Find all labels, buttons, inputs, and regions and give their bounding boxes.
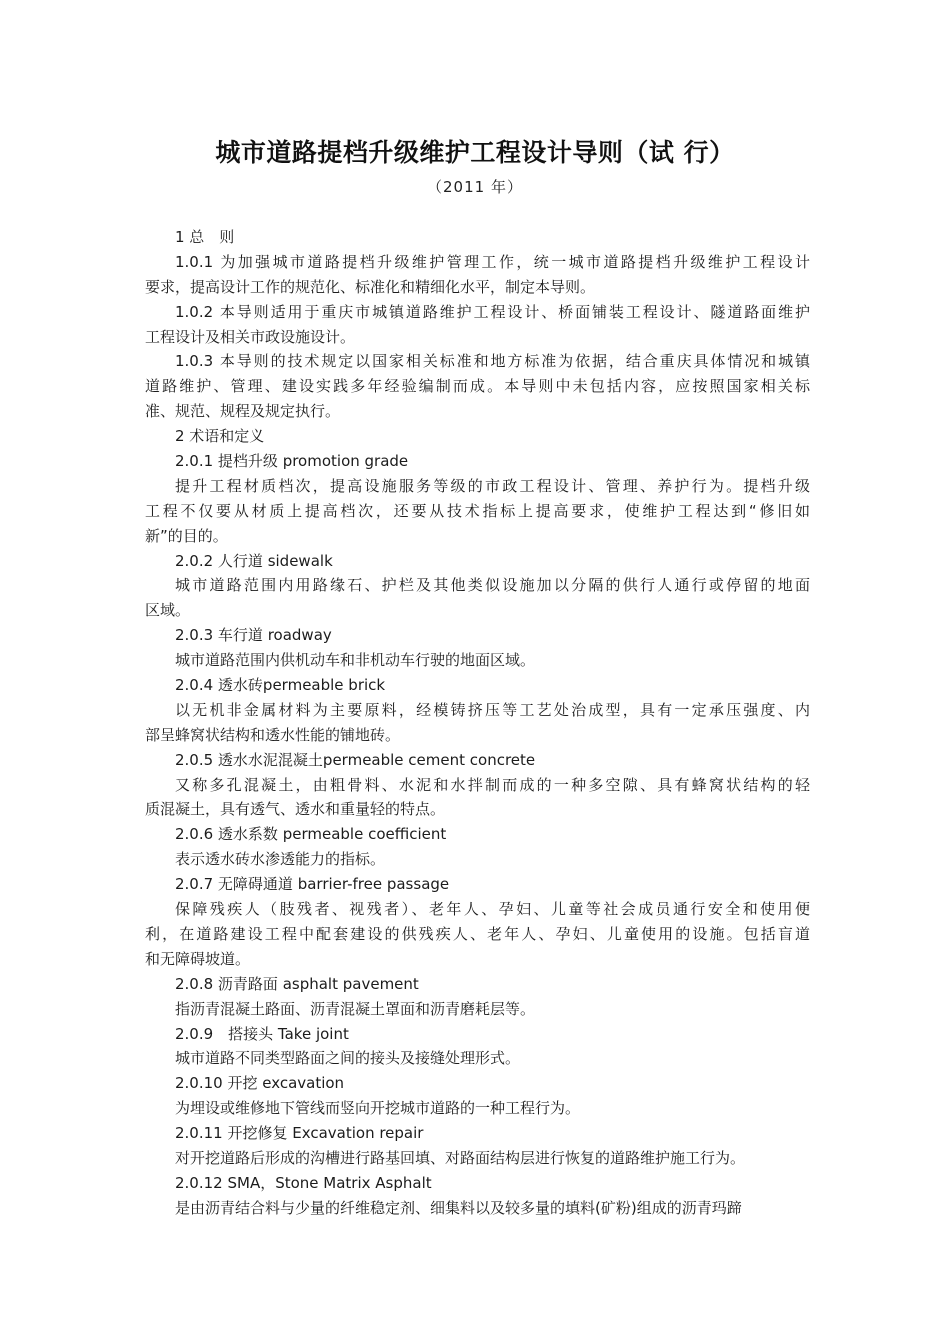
section-heading: 2 术语和定义 [175, 427, 265, 446]
clause-line: 要求，提高设计工作的规范化、标准化和精细化水平，制定本导则。 [145, 277, 596, 296]
document-title: 城市道路提档升级维护工程设计导则（试 行） [215, 138, 735, 167]
definition-line: 又称多孔混凝土，由粗骨料、水泥和水拌制而成的一种多空隙、具有蜂窝状结构的轻 [175, 775, 810, 794]
term-heading: 2.0.7 无障碍通道 barrier-free passage [175, 875, 450, 894]
term-heading: 2.0.9 搭接头 Take joint [175, 1024, 349, 1043]
definition-line: 利，在道路建设工程中配套建设的供残疾人、老年人、孕妇、儿童使用的设施。包括盲道 [145, 924, 810, 943]
definition-line: 城市道路不同类型路面之间的接头及接缝处理形式。 [175, 1049, 521, 1068]
term-heading: 2.0.8 沥青路面 asphalt pavement [175, 974, 419, 993]
term-heading: 2.0.10 开挖 excavation [175, 1074, 345, 1093]
clause-line: 道路维护、管理、建设实践多年经验编制而成。本导则中未包括内容，应按照国家相关标 [145, 377, 810, 396]
definition-line: 保障残疾人（肢残者、视残者）、老年人、孕妇、儿童等社会成员通行安全和使用便 [175, 900, 810, 919]
definition-line: 和无障碍坡道。 [145, 949, 251, 968]
term-heading: 2.0.3 车行道 roadway [175, 626, 332, 645]
definition-line: 区域。 [145, 601, 191, 620]
definition-line: 工程不仅要从材质上提高档次，还要从技术指标上提高要求，使维护工程达到“修旧如 [145, 501, 810, 520]
definition-line: 指沥青混凝土路面、沥青混凝土罩面和沥青磨耗层等。 [175, 999, 536, 1018]
definition-line: 城市道路范围内用路缘石、护栏及其他类似设施加以分隔的供行人通行或停留的地面 [175, 576, 810, 595]
term-heading: 2.0.4 透水砖permeable brick [175, 676, 386, 695]
term-heading: 2.0.1 提档升级 promotion grade [175, 452, 409, 471]
term-heading: 2.0.6 透水系数 permeable coefficient [175, 825, 447, 844]
document-year: （2011 年） [427, 178, 523, 196]
definition-line: 质混凝土，具有透气、透水和重量轻的特点。 [145, 800, 446, 819]
term-heading: 2.0.5 透水水泥混凝土permeable cement concrete [175, 750, 536, 769]
definition-line: 为埋设或维修地下管线而竖向开挖城市道路的一种工程行为。 [175, 1099, 581, 1118]
definition-line: 以无机非金属材料为主要原料，经模铸挤压等工艺处治成型，具有一定承压强度、内 [175, 700, 810, 719]
section-heading: 1 总 则 [175, 228, 235, 246]
definition-line: 部呈蜂窝状结构和透水性能的铺地砖。 [145, 725, 401, 744]
term-heading: 2.0.11 开挖修复 Excavation repair [175, 1124, 424, 1143]
clause-line: 准、规范、规程及规定执行。 [145, 402, 341, 421]
term-heading: 2.0.2 人行道 sidewalk [175, 551, 333, 570]
definition-line: 新”的目的。 [145, 526, 228, 545]
clause-line: 1.0.2 本导则适用于重庆市城镇道路维护工程设计、桥面铺装工程设计、隧道路面维护 [175, 302, 810, 321]
document-body [145, 225, 810, 1221]
definition-line: 对开挖道路后形成的沟槽进行路基回填、对路面结构层进行恢复的道路维护施工行为。 [175, 1148, 746, 1167]
definition-line: 是由沥青结合料与少量的纤维稳定剂、细集料以及较多量的填料(矿粉)组成的沥青玛蹄 [175, 1198, 742, 1217]
definition-line: 城市道路范围内供机动车和非机动车行驶的地面区域。 [175, 651, 536, 670]
clause-line: 1.0.1 为加强城市道路提档升级维护管理工作，统一城市道路提档升级维护工程设计 [175, 252, 810, 271]
clause-line: 工程设计及相关市政设施设计。 [145, 327, 356, 346]
term-heading: 2.0.12 SMA，Stone Matrix Asphalt [175, 1173, 432, 1192]
definition-line: 提升工程材质档次，提高设施服务等级的市政工程设计、管理、养护行为。提档升级 [175, 476, 810, 495]
clause-line: 1.0.3 本导则的技术规定以国家相关标准和地方标准为依据，结合重庆具体情况和城镇 [175, 352, 810, 371]
definition-line: 表示透水砖水渗透能力的指标。 [175, 850, 386, 869]
